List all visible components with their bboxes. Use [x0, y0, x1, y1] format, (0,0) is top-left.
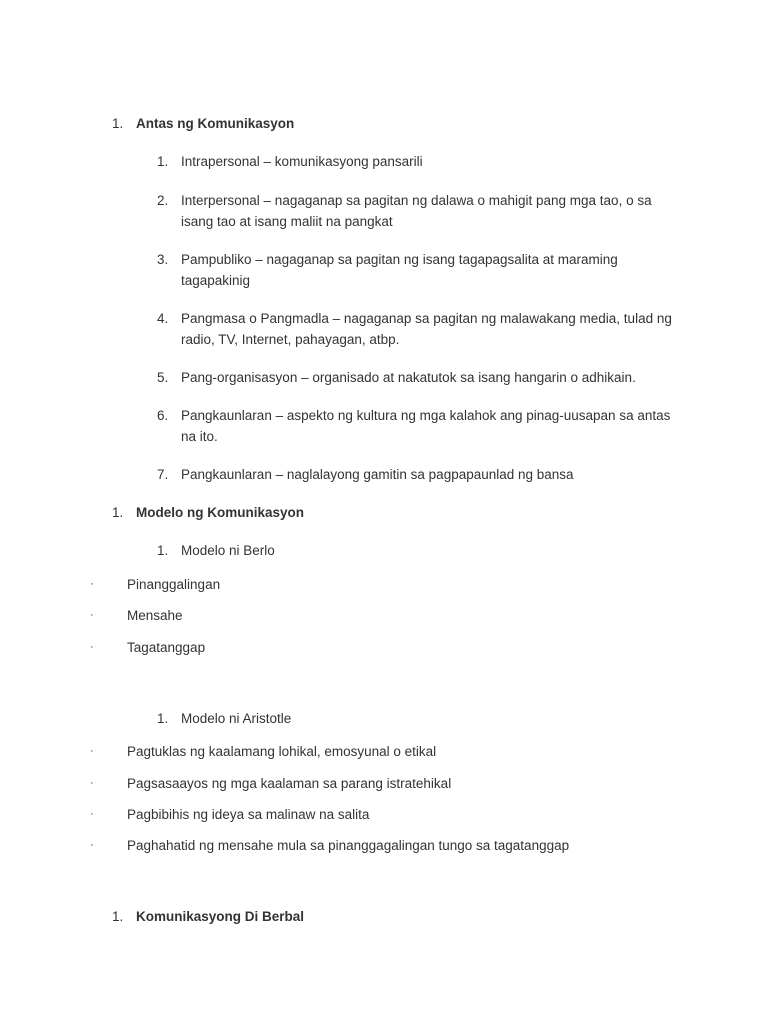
- list-item-number: 1.: [157, 711, 169, 726]
- bullet-item: Pinanggalingan: [127, 577, 221, 592]
- model-title: Modelo ni Berlo: [181, 543, 275, 558]
- bullet-dot: ·: [90, 641, 94, 653]
- section-number: 1.: [112, 909, 124, 924]
- list-item: Interpersonal – nagaganap sa pagitan ng dalawa o mahigit pang mga tao, o sa isang tao at isang maliit na pangkat: [181, 193, 652, 229]
- list-item-number: 7.: [157, 467, 169, 482]
- list-item: Pangkaunlaran – naglalayong gamitin sa pagpapaunlad ng bansa: [181, 467, 574, 482]
- bullet-dot: ·: [90, 578, 94, 590]
- section-heading: Komunikasyong Di Berbal: [136, 909, 305, 924]
- list-item-number: 1.: [157, 543, 169, 558]
- bullet-item: Pagsasaayos ng mga kaalaman sa parang istratehikal: [127, 776, 452, 791]
- list-item: Pangmasa o Pangmadla – nagaganap sa pagitan ng malawakang media, tulad ng radio, TV, Internet, pahayagan, atbp.: [181, 311, 672, 347]
- bullet-item: Pagbibihis ng ideya sa malinaw na salita: [127, 807, 370, 822]
- bullet-dot: ·: [90, 609, 94, 621]
- list-item-number: 6.: [157, 408, 169, 423]
- section-number: 1.: [112, 505, 124, 520]
- list-item-number: 3.: [157, 252, 169, 267]
- bullet-dot: ·: [90, 745, 94, 757]
- bullet-item: Paghahatid ng mensahe mula sa pinanggagalingan tungo sa tagatanggap: [127, 838, 570, 853]
- list-item-number: 1.: [157, 154, 169, 169]
- section-number: 1.: [112, 116, 124, 131]
- section-heading: Antas ng Komunikasyon: [136, 116, 295, 131]
- list-item-number: 4.: [157, 311, 169, 326]
- bullet-item: Pagtuklas ng kaalamang lohikal, emosyunal o etikal: [127, 744, 437, 759]
- model-title: Modelo ni Aristotle: [181, 711, 292, 726]
- list-item: Pangkaunlaran – aspekto ng kultura ng mga kalahok ang pinag-uusapan sa antas na ito.: [181, 408, 671, 444]
- bullet-item: Tagatanggap: [127, 640, 206, 655]
- bullet-dot: ·: [90, 808, 94, 820]
- bullet-dot: ·: [90, 839, 94, 851]
- list-item: Pampubliko – nagaganap sa pagitan ng isang tagapagsalita at maraming tagapakinig: [181, 252, 618, 288]
- bullet-item: Mensahe: [127, 608, 183, 623]
- list-item: Pang-organisasyon – organisado at nakatutok sa isang hangarin o adhikain.: [181, 370, 636, 385]
- bullet-dot: ·: [90, 777, 94, 789]
- list-item-number: 5.: [157, 370, 169, 385]
- list-item: Intrapersonal – komunikasyong pansarili: [181, 154, 423, 169]
- list-item-number: 2.: [157, 193, 169, 208]
- section-heading: Modelo ng Komunikasyon: [136, 505, 305, 520]
